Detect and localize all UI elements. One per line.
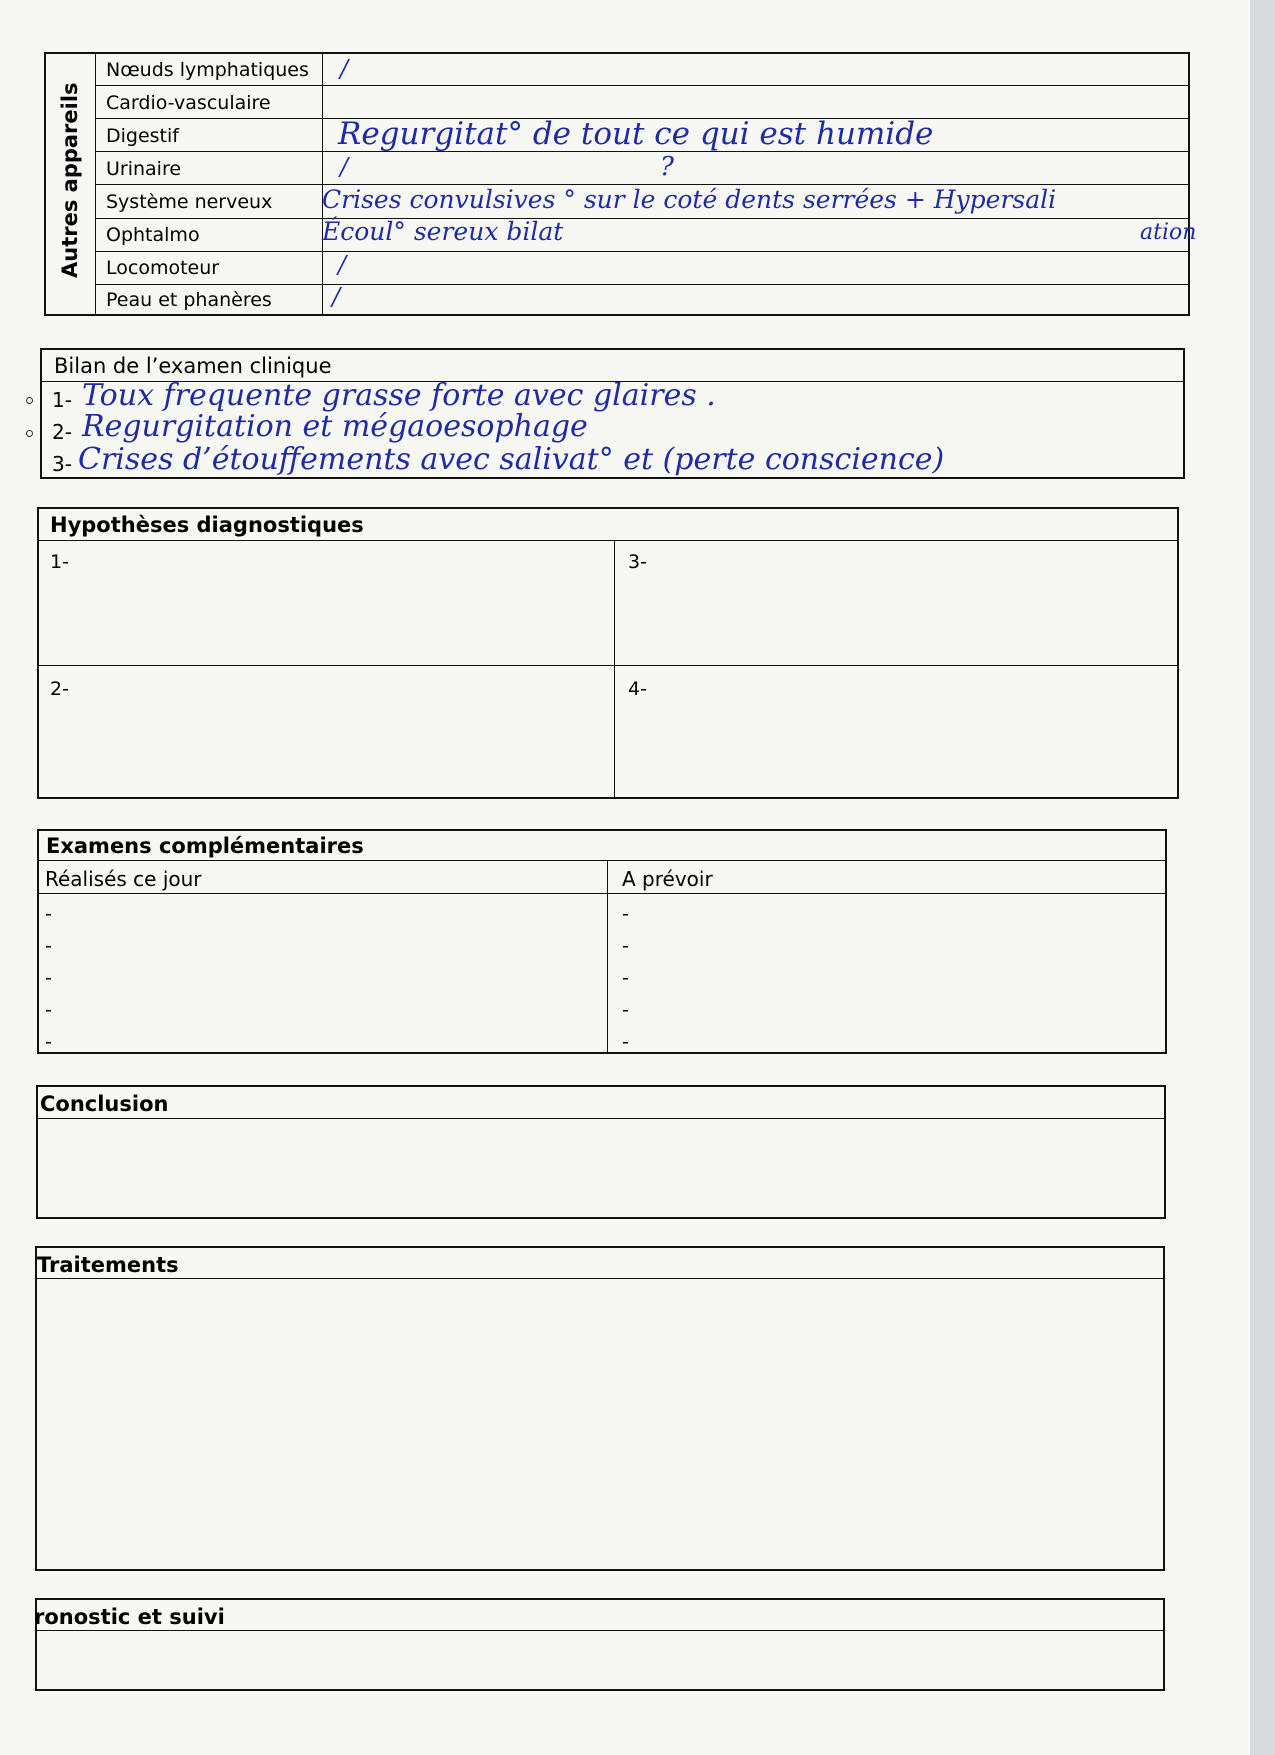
- bullet-dot: [26, 397, 33, 404]
- list-dash: -: [45, 967, 52, 989]
- bilan-item-num: 3-: [52, 452, 72, 476]
- list-dash: -: [45, 935, 52, 957]
- list-dash: -: [622, 1031, 629, 1053]
- row-value: /: [332, 283, 341, 311]
- row-label: Ophtalmo: [106, 224, 200, 246]
- bilan-item-num: 1-: [52, 388, 72, 412]
- list-dash: -: [622, 999, 629, 1021]
- conclusion-title: Conclusion: [40, 1092, 169, 1116]
- bilan-item-text: Regurgitation et mégaoesophage: [82, 409, 588, 444]
- bullet-dot: [26, 430, 33, 437]
- row-value: Écoul° sereux bilat: [322, 217, 564, 246]
- bilan-title: Bilan de l’examen clinique: [54, 354, 332, 378]
- row-label: Système nerveux: [106, 191, 273, 213]
- hypotheses-title: Hypothèses diagnostiques: [50, 513, 364, 537]
- row-label: Peau et phanères: [106, 289, 272, 311]
- section-label-autres-appareils: Autres appareils: [58, 82, 82, 278]
- examens-title: Examens complémentaires: [46, 834, 364, 858]
- hypothesis-2: 2-: [50, 678, 69, 700]
- row-label: Digestif: [106, 125, 179, 147]
- examens-table: [37, 829, 1167, 1054]
- row-value: Crises convulsives ° sur le coté dents serrées + Hypersali: [322, 185, 1057, 214]
- bilan-item-text: Toux frequente grasse forte avec glaires .: [82, 378, 716, 413]
- conclusion-box: [36, 1085, 1166, 1219]
- row-value: Regurgitat° de tout ce qui est humide: [338, 116, 934, 152]
- hypothesis-1: 1-: [50, 551, 69, 573]
- row-label: Nœuds lymphatiques: [106, 59, 309, 81]
- hypotheses-table: [37, 507, 1179, 799]
- row-label: Urinaire: [106, 158, 182, 180]
- list-dash: -: [45, 903, 52, 925]
- bilan-item-text: Crises d’étouffements avec salivat° et (perte conscience): [78, 442, 945, 477]
- row-value: /: [338, 251, 347, 279]
- row-label: Locomoteur: [106, 257, 220, 279]
- question-mark: ?: [660, 152, 674, 182]
- row-value: /: [340, 153, 349, 181]
- examens-right-header: A prévoir: [622, 867, 713, 891]
- bilan-item-num: 2-: [52, 420, 72, 444]
- hypothesis-4: 4-: [628, 678, 647, 700]
- list-dash: -: [45, 1031, 52, 1053]
- list-dash: -: [622, 967, 629, 989]
- list-dash: -: [45, 999, 52, 1021]
- hypothesis-3: 3-: [628, 551, 647, 573]
- pronostic-title: ronostic et suivi: [34, 1605, 225, 1629]
- examens-left-header: Réalisés ce jour: [45, 867, 202, 891]
- traitements-box: [35, 1246, 1165, 1571]
- traitements-title: Traitements: [37, 1253, 179, 1277]
- row-label: Cardio-vasculaire: [106, 92, 271, 114]
- row-value-continuation: ation: [1140, 220, 1197, 245]
- row-value: /: [340, 55, 349, 83]
- list-dash: -: [622, 935, 629, 957]
- page-edge: [1250, 0, 1275, 1755]
- list-dash: -: [622, 903, 629, 925]
